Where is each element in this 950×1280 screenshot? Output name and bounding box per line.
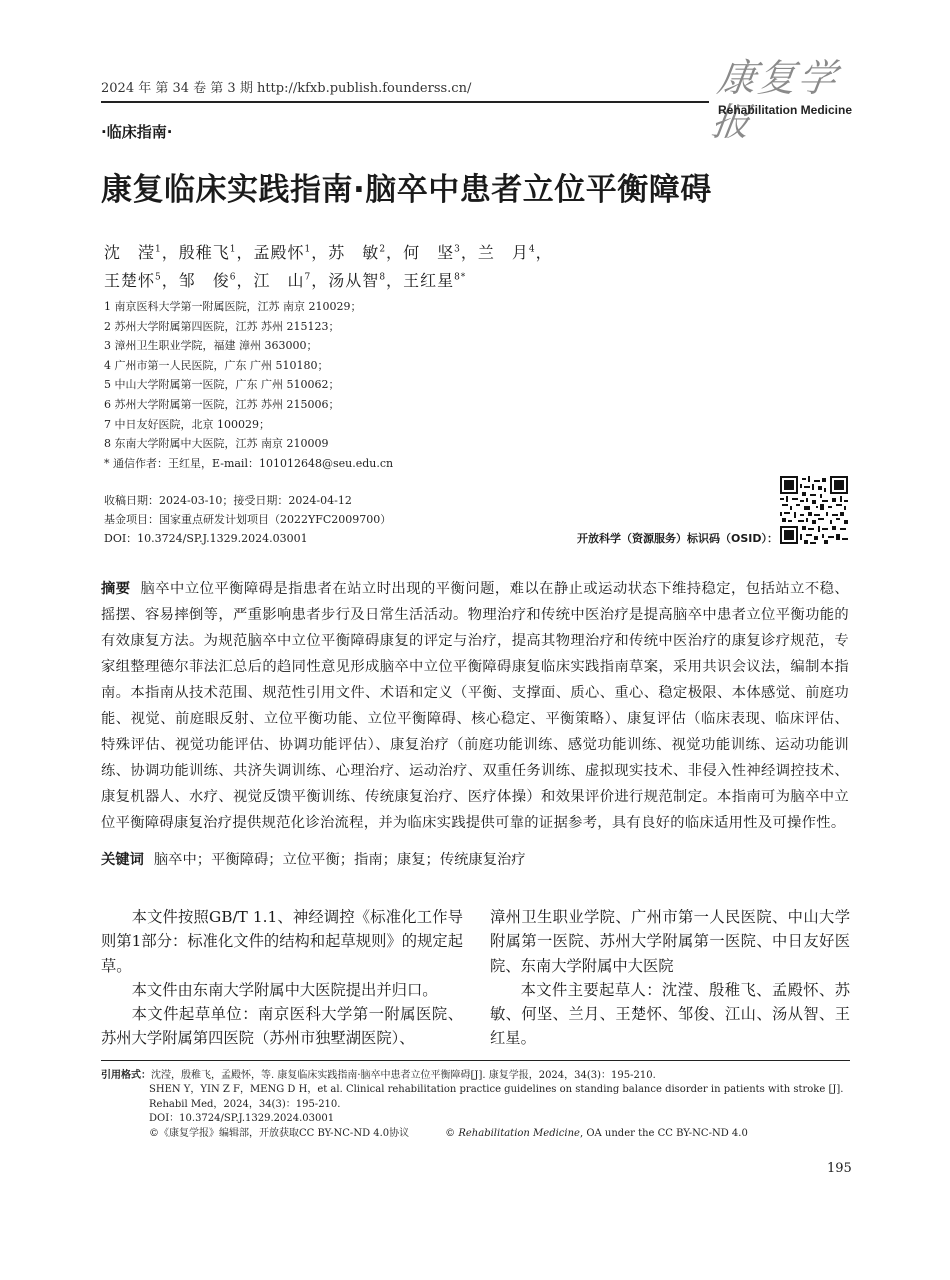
author: 沈 滢$^1$，	[104, 243, 179, 262]
journal-logo: 康复学报	[708, 56, 842, 144]
paragraph: 本文件按照GB/T 1.1、神经调控《标准化工作导则第1部分：标准化文件的结构和起草规则》的规定起草。	[101, 908, 463, 975]
doi[interactable]: DOI：10.3724/SP.J.1329.2024.03001	[104, 532, 308, 545]
paragraph-continued: 漳州卫生职业学院、广州市第一人民医院、中山大学附属第一医院、苏州大学附属第一医院、中日友好医院、东南大学附属中大医院	[490, 908, 850, 975]
fund-info: 基金项目：国家重点研发计划项目（2022YFC2009700）	[104, 513, 392, 526]
author: 殷稚飞$^1$，	[178, 243, 254, 262]
author: 王红星$^{8*}$	[403, 271, 467, 290]
author: 江 山$^7$，	[253, 271, 329, 290]
affiliation-item: 3 漳州卫生职业学院，福建 漳州 363000；	[104, 339, 318, 353]
affiliation-item: 8 东南大学附属中大医院，江苏 南京 210009	[104, 437, 329, 451]
abstract-label: 摘要	[101, 581, 131, 597]
qr-code-icon[interactable]	[780, 476, 848, 544]
article-meta	[104, 491, 391, 548]
corresponding-author: * 通信作者：王红星，E-mail：101012648@seu.edu.cn	[104, 456, 394, 470]
journal-issue-line: 2024 年 第 34 卷 第 3 期 http://kfxb.publish.founderss.cn/	[101, 81, 472, 96]
author: 王楚怀$^5$，	[104, 271, 179, 290]
citation-en: SHEN Y，YIN Z F，MENG D H，et al. Clinical rehabilitation practice guidelines on standing balance disorder in patients with stroke [J]. Rehabil Med，2024，34(3)：195-210.	[149, 1084, 844, 1110]
footer-rule	[101, 1060, 850, 1061]
author: 邹 俊$^6$，	[178, 271, 254, 290]
citation-block	[101, 1069, 850, 1141]
license-en-prefix: ©	[445, 1127, 459, 1139]
affiliation-item: 7 中日友好医院，北京 100029；	[104, 417, 270, 431]
affiliation-item: 5 中山大学附属第一医院，广东 广州 510062；	[104, 378, 340, 392]
abstract	[101, 576, 849, 836]
citation-cn: 沈滢，殷稚飞，孟殿怀，等. 康复临床实践指南·脑卒中患者立位平衡障碍[J]. 康复学报，2024，34(3)：195-210.	[151, 1070, 656, 1081]
affiliation-item: 2 苏州大学附属第四医院，江苏 苏州 215123；	[104, 319, 340, 333]
citation-label: 引用格式：	[101, 1070, 151, 1081]
body-right-column	[490, 905, 850, 1051]
paragraph: 本文件主要起草人：沈滢、殷稚飞、孟殿怀、苏敏、何坚、兰月、王楚怀、邹俊、江山、汤从智、王红星。	[490, 980, 850, 1048]
author: 兰 月$^4$，	[477, 243, 553, 262]
license-en-journal: Rehabilitation Medicine	[458, 1127, 580, 1139]
keywords-label: 关键词	[101, 852, 144, 868]
body-left-column	[101, 905, 463, 1051]
author: 苏 敏$^2$，	[328, 243, 404, 262]
author: 孟殿怀$^1$，	[253, 243, 329, 262]
authors-line-1	[104, 240, 553, 263]
affiliation-item: 4 广州市第一人民医院，广东 广州 510180；	[104, 358, 329, 372]
osid-label: 开放科学（资源服务）标识码（OSID）：	[577, 532, 778, 545]
license-cn: ©《康复学报》编辑部，开放获取CC BY-NC-ND 4.0协议	[149, 1127, 410, 1139]
section-tag: ·临床指南·	[101, 123, 173, 141]
affiliation-item: 6 苏州大学附属第一医院，江苏 苏州 215006；	[104, 397, 340, 411]
authors-line-2	[104, 268, 466, 291]
license-line	[101, 1127, 850, 1141]
affiliation-item: 1 南京医科大学第一附属医院，江苏 南京 210029；	[104, 300, 362, 313]
article-title: 康复临床实践指南·脑卒中患者立位平衡障碍	[101, 172, 712, 208]
keywords-text: 脑卒中；平衡障碍；立位平衡；指南；康复；传统康复治疗	[153, 852, 526, 868]
author: 何 坚$^3$，	[403, 243, 478, 262]
abstract-text: 脑卒中立位平衡障碍是指患者在站立时出现的平衡问题，难以在静止或运动状态下维持稳定，包括站立不稳、摇摆、容易摔倒等，严重影响患者步行及日常生活活动。物理治疗和传统中医治疗是提高脑卒中患者立位平衡功能的有效康复方法。为规范脑卒中立位平衡障碍康复的评定与治疗，提高其物理治疗和传统中医治疗的康复诊疗规范，专家组整理德尔菲法汇总后的趋同性意见形成脑卒中立位平衡障碍康复临床实践指南草案，采用共识会议法，编制本指南。本指南从技术范围、规范性引用文件、术语和定义（平衡、支撑面、质心、重心、稳定极限、本体感觉、前庭功能、视觉、前庭眼反射、立位平衡功能、立位平衡障碍、核心稳定、平衡策略）、康复评估（临床表现、临床评估、特殊评估、视觉功能评估、协调功能评估）、康复治疗（前庭功能训练、感觉功能训练、视觉功能训练、运动功能训练、协调功能训练、共济失调训练、心理治疗、运动治疗、双重任务训练、虚拟现实技术、非侵入性神经调控技术、康复机器人、水疗、视觉反馈平衡训练、传统康复治疗、医疗体操）和效果评价进行规范制定。本指南可为脑卒中立位平衡障碍康复治疗提供规范化诊治流程，并为临床实践提供可靠的证据参考，具有良好的临床适用性及可操作性。	[101, 581, 849, 831]
citation-doi[interactable]: DOI：10.3724/SP.J.1329.2024.03001	[149, 1113, 335, 1125]
paragraph: 本文件由东南大学附属中大医院提出并归口。	[131, 980, 438, 999]
author: 汤从智$^8$，	[328, 271, 404, 290]
received-dates: 收稿日期：2024-03-10；接受日期：2024-04-12	[104, 494, 352, 507]
header-rule	[101, 101, 709, 103]
license-en: , OA under the CC BY-NC-ND 4.0	[579, 1127, 748, 1139]
journal-logo-english: Rehabilitation Medicine	[718, 103, 853, 117]
page-number: 195	[827, 1161, 852, 1176]
keywords	[101, 850, 849, 870]
affiliations	[104, 297, 393, 473]
paragraph: 本文件起草单位：南京医科大学第一附属医院、苏州大学附属第四医院（苏州市独墅湖医院）、	[101, 1005, 463, 1048]
